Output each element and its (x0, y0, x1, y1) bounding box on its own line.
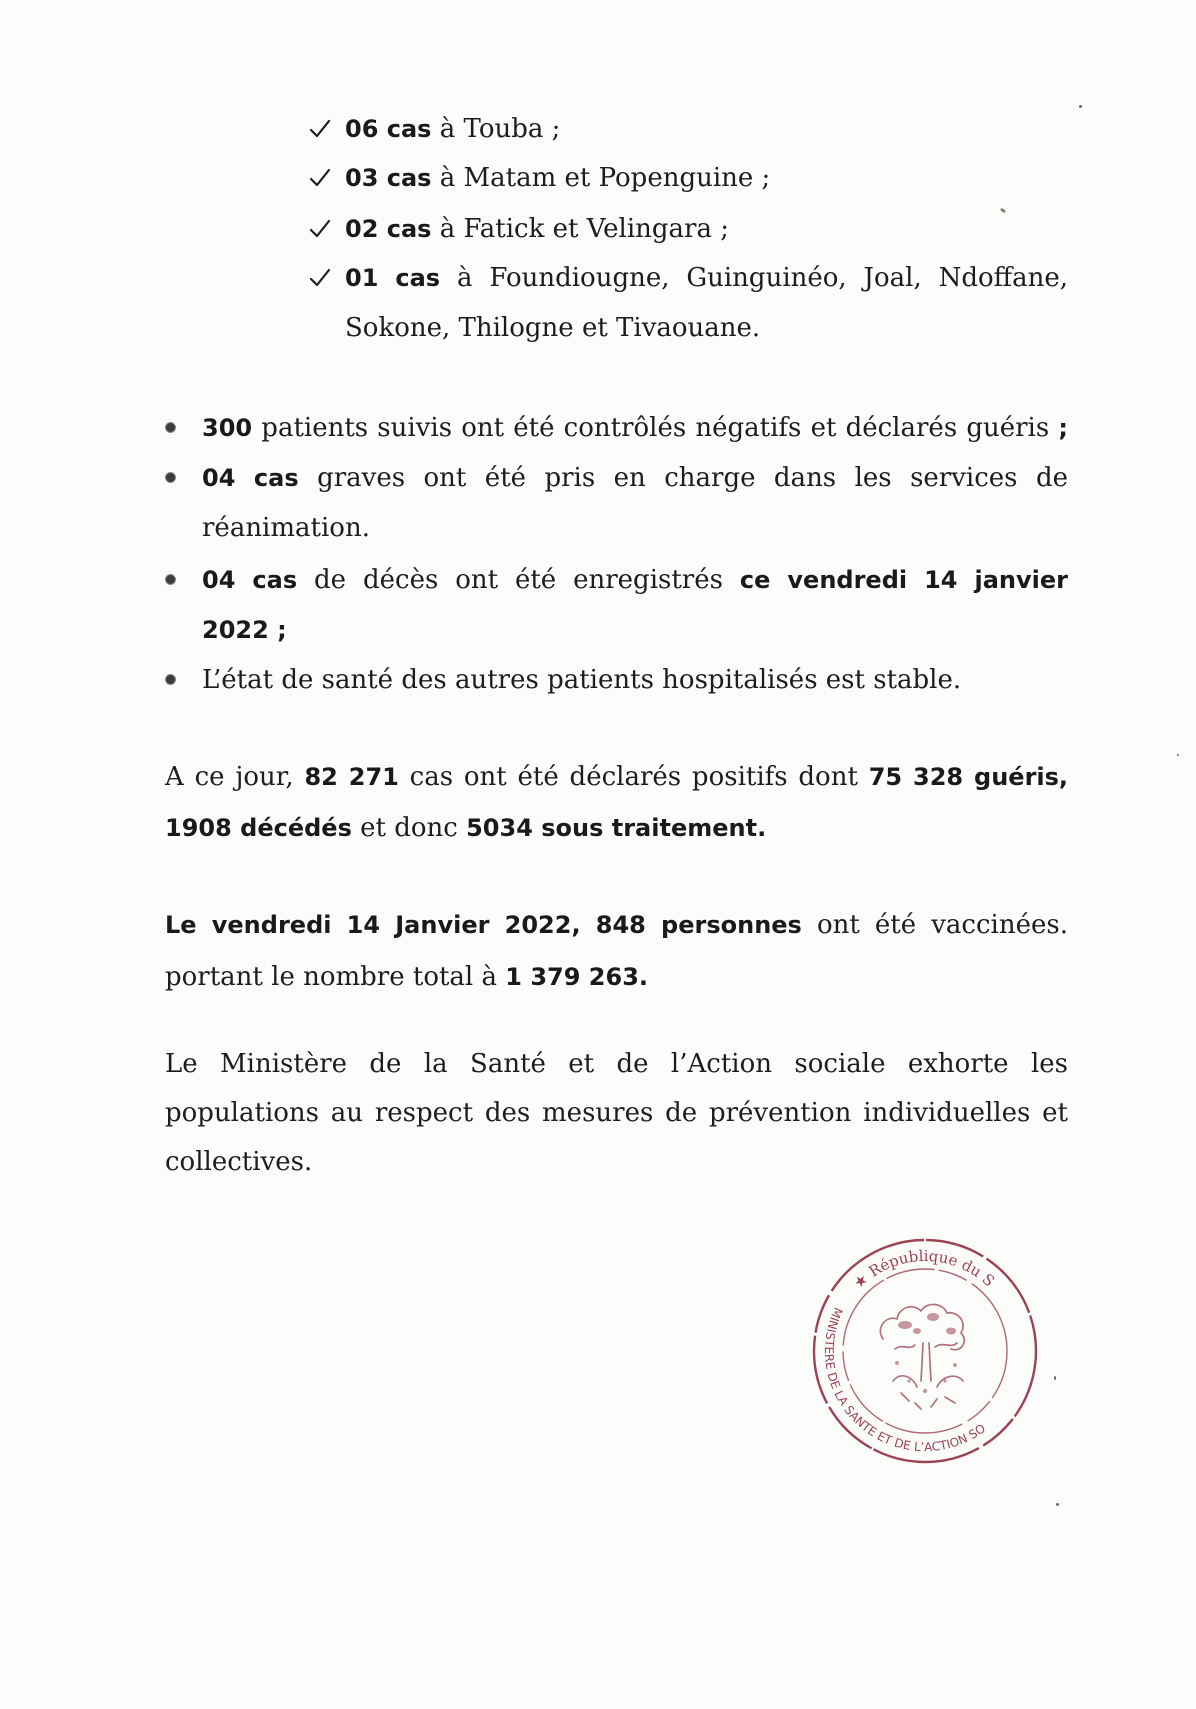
severe-count: 04 cas (202, 464, 299, 492)
stamp-emblem (880, 1304, 964, 1409)
case-locations: à Matam et Popenguine ; (439, 163, 771, 193)
check-mark-path (311, 270, 329, 285)
list-item-line (345, 209, 1068, 249)
bullet-dot-icon (166, 423, 175, 432)
check-mark-icon (309, 119, 331, 139)
check-mark-icon (309, 268, 331, 288)
official-stamp (805, 1231, 1045, 1471)
bullet-dot-icon (166, 473, 175, 482)
paragraph-line: Le Ministère de la Santé et de l’Action sociale exhorte les (165, 1049, 1068, 1079)
scan-speck (1079, 105, 1082, 108)
check-mark-icon-graphic (309, 168, 331, 188)
list-item-continuation (202, 610, 1068, 650)
emblem-ink-blot (946, 1328, 956, 1335)
list-item-continuation: réanimation. (202, 513, 370, 543)
list-item-line (345, 158, 1068, 198)
check-mark-icon-graphic (309, 268, 331, 288)
positive-total: 82 271 (304, 763, 399, 791)
case-locations: à Fatick et Velingara ; (439, 214, 729, 244)
deaths-date: ce vendredi 14 janvier (739, 566, 1069, 594)
totals-joiner: et donc (360, 813, 458, 843)
recovered-end: ; (1058, 414, 1069, 442)
bullet-dot-icon (166, 575, 175, 584)
deaths-count: 04 cas (202, 566, 298, 594)
case-locations: à Touba ; (439, 114, 561, 144)
paragraph-line: populations au respect des mesures de prévention individuelles et (165, 1098, 1068, 1128)
recovered-count: 300 (202, 414, 253, 442)
scan-speck (1054, 1376, 1056, 1380)
case-count: 06 cas (345, 115, 432, 143)
case-count: 02 cas (345, 215, 432, 243)
list-item-line (202, 560, 1068, 600)
stamp-outer-ring (814, 1240, 1036, 1462)
check-mark-icon-graphic (309, 119, 331, 139)
list-item-line (202, 458, 1068, 498)
paragraph-line: collectives. (165, 1147, 313, 1177)
stamp-top-text-path: ★ République du S (849, 1246, 999, 1293)
under-treatment-total: 5034 sous traitement. (466, 814, 767, 842)
bullet-dot-icon (166, 675, 175, 684)
list-item-continuation: Sokone, Thilogne et Tivaouane. (345, 313, 761, 343)
scan-speck (1056, 1503, 1059, 1506)
deaths-text: de décès ont été enregistrés (314, 565, 723, 595)
stamp-inner-ring (843, 1269, 1007, 1433)
stamp-bottom-text-path: MINISTERE DE LA SANTE ET DE L’ACTION SO (821, 1305, 989, 1455)
check-mark-icon-graphic (309, 219, 331, 239)
emblem-ink-dot (923, 1389, 927, 1393)
totals-intro: A ce jour, (165, 762, 294, 792)
case-count: 03 cas (345, 164, 432, 192)
emblem-branches (895, 1343, 957, 1349)
emblem-ink-blot (927, 1313, 939, 1321)
check-mark-path (311, 121, 329, 136)
check-mark-icon (309, 219, 331, 239)
vaccination-text: ont été vaccinées. (816, 910, 1068, 940)
paragraph-line (165, 808, 1068, 848)
stamp-emblem-ink (895, 1313, 957, 1393)
list-item-line (345, 109, 1068, 149)
case-count: 01 cas (345, 264, 441, 292)
list-item-line (202, 408, 1068, 448)
emblem-trunk (921, 1343, 931, 1381)
vaccination-lead: Le vendredi 14 Janvier 2022, 848 personnes (165, 911, 802, 939)
vaccination-line2: portant le nombre total à (165, 962, 498, 992)
stable-text: L’état de santé des autres patients hospitalisés est stable. (202, 665, 962, 695)
emblem-ink-blot (913, 1328, 921, 1334)
check-mark-icon (309, 168, 331, 188)
list-item-line (345, 258, 1068, 298)
recovered-total: 75 328 guéris, (868, 763, 1069, 791)
deceased-total: 1908 décédés (165, 814, 352, 842)
deaths-year: 2022 ; (202, 616, 287, 644)
recovered-text: patients suivis ont été contrôlés négatifs et déclarés guéris (261, 413, 1050, 443)
emblem-ink-dot (953, 1363, 957, 1367)
paragraph-line (165, 905, 1068, 945)
emblem-ink-dot (895, 1361, 899, 1365)
check-mark-path (311, 170, 329, 185)
check-mark-path (311, 221, 329, 236)
emblem-ink-blot (898, 1321, 912, 1329)
emblem-lion-strokes (893, 1376, 963, 1409)
paragraph-line (165, 957, 1068, 997)
severe-text: graves ont été pris en charge dans les services de (317, 463, 1068, 493)
totals-mid: cas ont été déclarés positifs dont (409, 762, 858, 792)
scan-speck (1177, 754, 1179, 756)
emblem-ink-dot (907, 1379, 910, 1382)
case-locations: à Foundiougne, Guinguinéo, Joal, Ndoffane, (456, 263, 1069, 293)
paragraph-line (165, 757, 1068, 797)
vaccination-total: 1 379 263. (505, 963, 649, 991)
emblem-ink-dot (943, 1379, 946, 1382)
